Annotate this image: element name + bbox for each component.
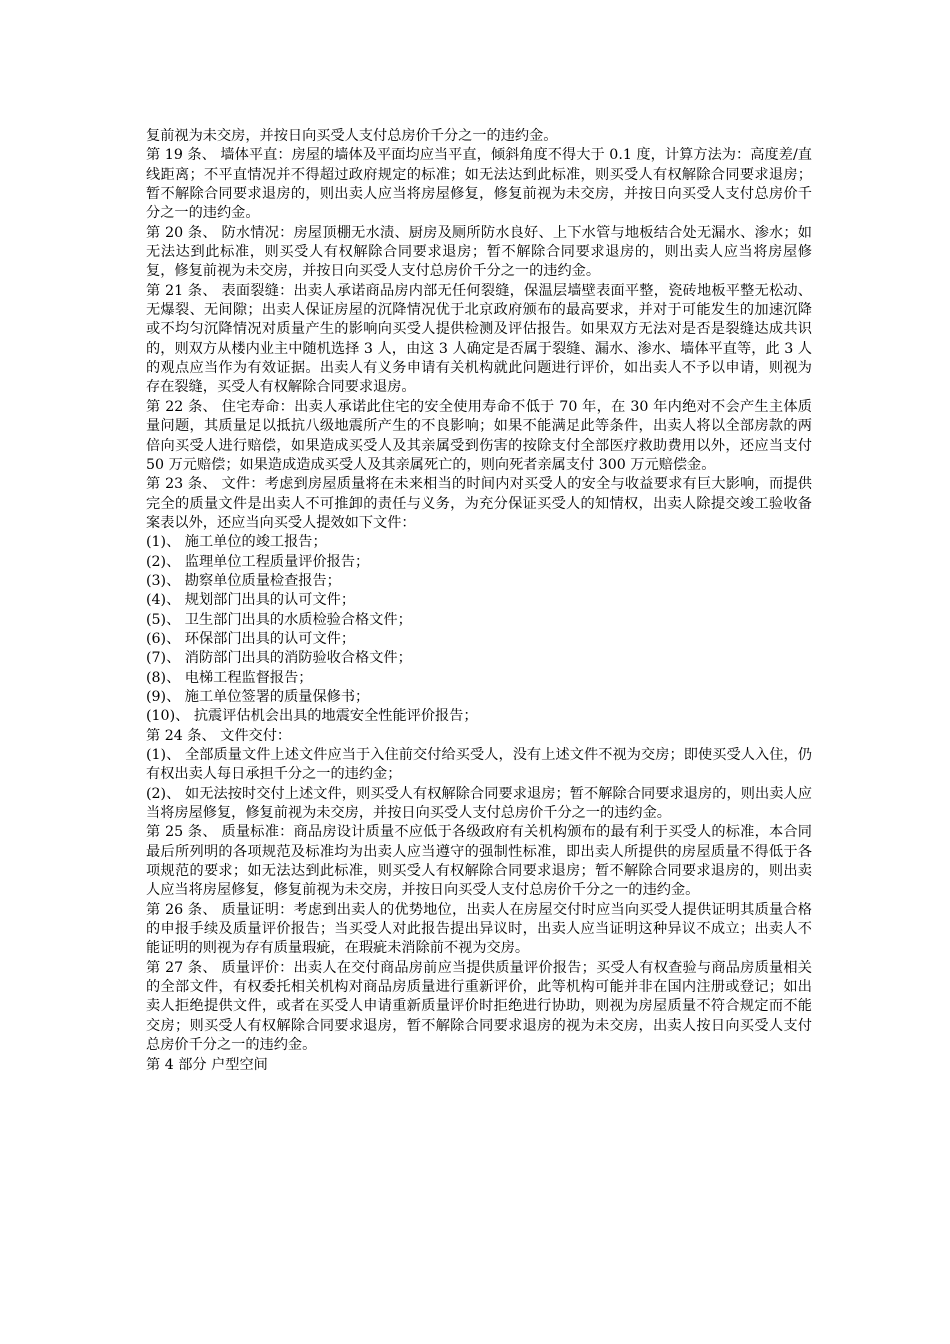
list-item: (1)、 施工单位的竣工报告；: [146, 534, 327, 551]
article-23: 第 23 条、 文件：考虑到房屋质量将在未来相当的时间内对买受人的安全与收益要求有巨大影响，而提供完全的质量文件是出卖人不可推卸的责任与义务，为充分保证买受人的知情权，出卖人除提交竣工验收备案表以外，还应当向买受人提效如下文件：: [146, 476, 812, 531]
document-body: [146, 127, 812, 1075]
paragraph-continuation: 复前视为未交房，并按日向买受人支付总房价千分之一的违约金。: [146, 128, 558, 144]
list-item: (7)、 消防部门出具的消防验收合格文件；: [146, 650, 412, 667]
list-item: (2)、 监理单位工程质量评价报告；: [146, 553, 370, 570]
list-item: (9)、 施工单位签署的质量保修书；: [146, 688, 370, 705]
list-item: (8)、 电梯工程监督报告；: [146, 669, 313, 686]
list-item: (5)、 卫生部门出具的水质检验合格文件；: [146, 611, 412, 628]
list-item: (2)、 如无法按时交付上述文件，则买受人有权解除合同要求退房；暂不解除合同要求退房的，则出卖人应当将房屋修复，修复前视为未交房，并按日向买受人支付总房价千分之一的违约金。: [146, 785, 812, 822]
article-19: 第 19 条、 墙体平直：房屋的墙体及平面均应当平直，倾斜角度不得大于 0.1 度，计算方法为：高度差/直线距离；不平直情况并不得超过政府规定的标准；如无法达到此标准，则买受人有权解除合同要求退房；暂不解除合同要求退房的，则出卖人应当将房屋修复，修复前视为未交房，并按日向买受人支付总房价千分之一的违约金。: [146, 147, 812, 222]
article-27: 第 27 条、 质量评价：出卖人在交付商品房前应当提供质量评价报告；买受人有权查验与商品房质量相关的全部文件，有权委托相关机构对商品房质量进行重新评价，此等机构可能并非在国内注册或登记；如出卖人拒绝提供文件，或者在买受人申请重新质量评价时拒绝进行协助，则视为房屋质量不符合规定而不能交房；则买受人有权解除合同要求退房，暂不解除合同要求退房的视为未交房，出卖人按日向买受人支付总房价千分之一的违约金。: [146, 959, 812, 1054]
list-item: (6)、 环保部门出具的认可文件；: [146, 630, 356, 647]
list-item: (4)、 规划部门出具的认可文件；: [146, 592, 356, 609]
article-24: 第 24 条、 文件交付：: [146, 727, 292, 744]
article-22: 第 22 条、 住宅寿命：出卖人承诺此住宅的安全使用寿命不低于 70 年，在 30 年内绝对不会产生主体质量问题，其质量足以抵抗八级地震所产生的不良影响；如果不能满足此等条件，出卖人将以全部房款的两倍向买受人进行赔偿，如果造成买受人及其亲属受到伤害的按除支付全部医疗救助费用以外，还应当支付 50 万元赔偿；如果造成造成买受人及其亲属死亡的，则向死者亲属支付 300 万元赔偿金。: [146, 398, 812, 473]
list-item: (1)、 全部质量文件上述文件应当于入住前交付给买受人，没有上述文件不视为交房；即使买受人入住，仍有权出卖人每日承担千分之一的违约金；: [146, 747, 812, 783]
article-21: 第 21 条、 表面裂缝：出卖人承诺商品房内部无任何裂缝，保温层墙壁表面平整，瓷砖地板平整无松动、无爆裂、无间隙；出卖人保证房屋的沉降情况优于北京政府颁布的最高要求，并对于可能发生的加速沉降或不均匀沉降情况对质量产生的影响向买受人提供检测及评估报告。如果双方无法对是否是裂缝达成共识的，则双方从楼内业主中随机选择 3 人，由这 3 人确定是否属于裂缝、漏水、渗水、墙体平直等，此 3 人的观点应当作为有效证据。出卖人有义务申请有关机构就此问题进行评价，如出卖人不予以申请，则视为存在裂缝，买受人有权解除合同要求退房。: [146, 282, 812, 396]
article-26: 第 26 条、 质量证明：考虑到出卖人的优势地位，出卖人在房屋交付时应当向买受人提供证明其质量合格的申报手续及质量评价报告；当买受人对此报告提出异议时，出卖人应当证明这种异议不成立；出卖人不能证明的则视为存有质量瑕疵，在瑕疵未消除前不视为交房。: [146, 901, 812, 957]
list-item: (3)、 勘察单位质量检查报告；: [146, 572, 341, 589]
list-item: (10)、 抗震评估机会出具的地震安全性能评价报告；: [146, 708, 478, 725]
article-20: 第 20 条、 防水情况：房屋顶棚无水渍、厨房及厕所防水良好、上下水管与地板结合处无漏水、渗水；如无法达到此标准，则买受人有权解除合同要求退房；暂不解除合同要求退房的，则出卖人应当将房屋修复，修复前视为未交房，并按日向买受人支付总房价千分之一的违约金。: [146, 224, 812, 280]
section-heading: 第 4 部分 户型空间: [146, 1056, 268, 1073]
article-25: 第 25 条、 质量标准：商品房设计质量不应低于各级政府有关机构颁布的最有利于买受人的标准，本合同最后所列明的各项规范及标准均为出卖人应当遵守的强制性标准，即出卖人所提供的房屋质量不得低于各项规范的要求；如无法达到此标准，则买受人有权解除合同要求退房；暂不解除合同要求退房的，则出卖人应当将房屋修复，修复前视为未交房，并按日向买受人支付总房价千分之一的违约金。: [146, 824, 812, 899]
